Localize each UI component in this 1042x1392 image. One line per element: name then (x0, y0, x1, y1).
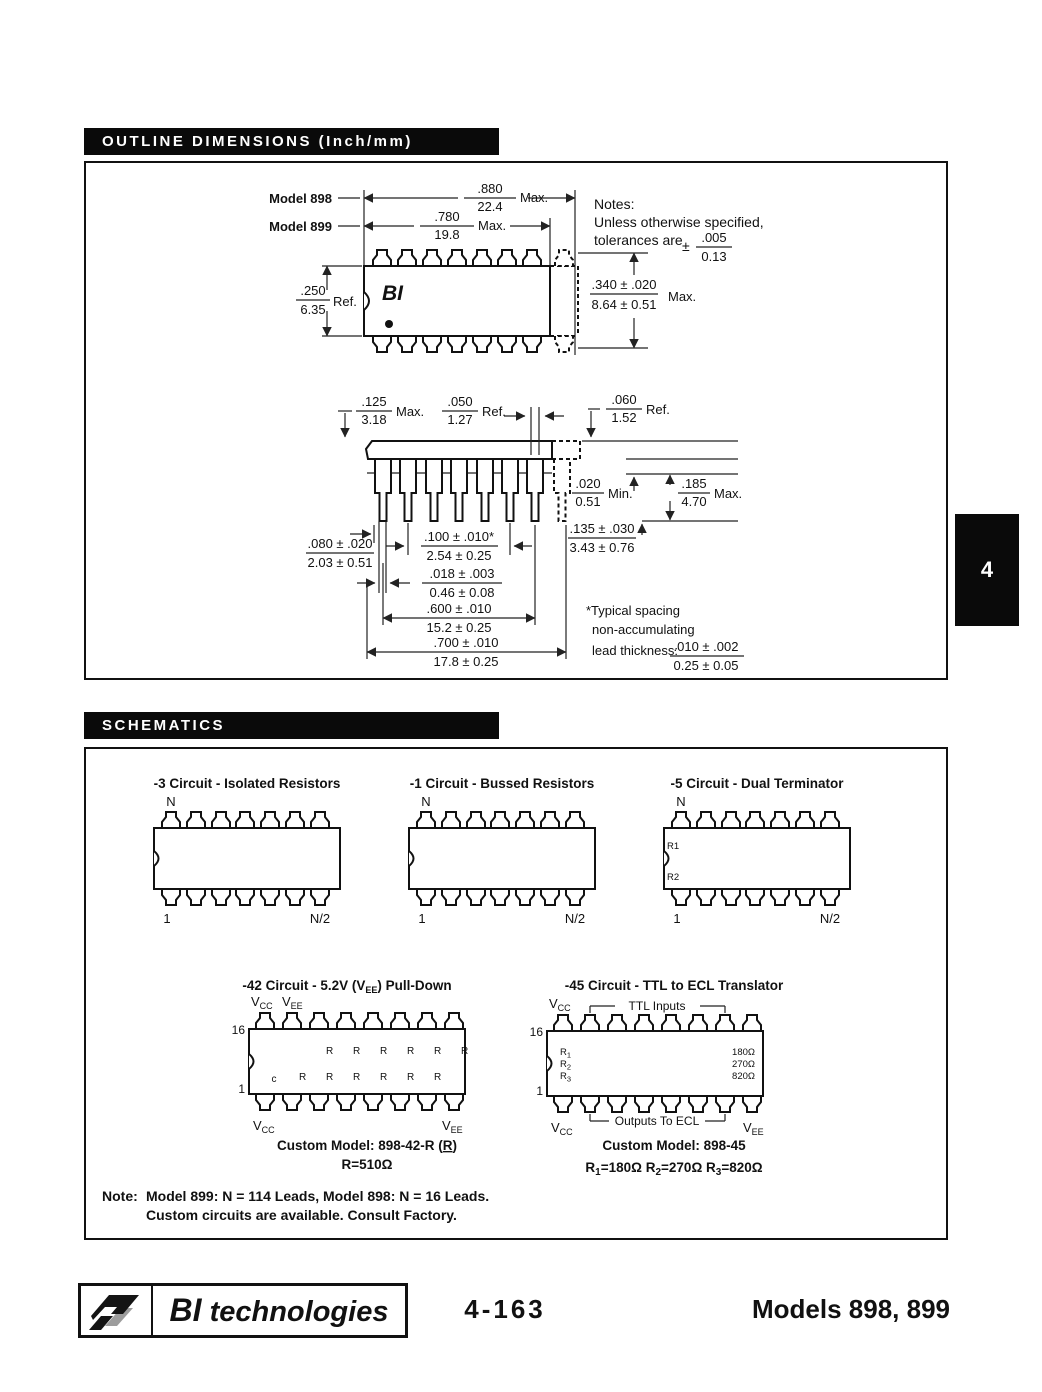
s1-title: -1 Circuit - Bussed Resistors (409, 776, 595, 791)
svg-text:Unless otherwise specified,: Unless otherwise specified, (594, 214, 764, 230)
svg-text:.005: .005 (701, 230, 727, 245)
s45-vcc-bottom: VCC (551, 1120, 573, 1137)
svg-text:R: R (299, 1072, 307, 1083)
footer-logo-box (78, 1283, 408, 1338)
s45-schematic (530, 996, 764, 1178)
s3-label-n2: N/2 (309, 911, 331, 926)
svg-text:17.8 ± 0.25: 17.8 ± 0.25 (433, 654, 499, 669)
svg-text:Max.: Max. (396, 404, 425, 419)
s45-val-180: 180Ω (732, 1047, 755, 1058)
s1-label-n2: N/2 (564, 911, 586, 926)
svg-text:.018 ± .003: .018 ± .003 (429, 566, 495, 581)
svg-text:0.25 ± 0.05: 0.25 ± 0.05 (673, 658, 739, 673)
note-label: Note: (102, 1188, 138, 1204)
svg-text:2.03 ± 0.51: 2.03 ± 0.51 (307, 555, 373, 570)
s45-title: -45 Circuit - TTL to ECL Translator (564, 978, 784, 993)
svg-text:R: R (407, 1046, 415, 1057)
s45-r2-label: $R_2$ (560, 1059, 572, 1072)
s5-label-r2: R2 (667, 872, 680, 883)
svg-text:0.46 ± 0.08: 0.46 ± 0.08 (429, 585, 495, 600)
model-898-label: Model 898 (269, 191, 332, 206)
svg-text:.020: .020 (575, 476, 601, 491)
typical-spacing-note (586, 603, 738, 673)
s45-val-820: 820Ω (732, 1071, 755, 1082)
svg-text:0.51: 0.51 (575, 494, 601, 509)
s5-label-1: 1 (673, 911, 681, 926)
svg-text:Ref.: Ref. (482, 404, 506, 419)
note-line-2: Custom circuits are available. Consult Factory. (146, 1207, 457, 1223)
svg-text:.600 ± .010: .600 ± .010 (426, 601, 492, 616)
s45-pin16: 16 (529, 1025, 543, 1039)
svg-text:22.4: 22.4 (477, 199, 503, 214)
model-899-label: Model 899 (269, 219, 332, 234)
svg-text:R: R (326, 1046, 334, 1057)
s3-title: -3 Circuit - Isolated Resistors (153, 776, 341, 791)
svg-text:19.8: 19.8 (434, 227, 460, 242)
s42-title: -42 Circuit - 5.2V $(V_{EE})$ Pull-Down (242, 978, 452, 995)
svg-text:.100 ± .010*: .100 ± .010* (423, 529, 495, 544)
svg-text:Max.: Max. (714, 486, 743, 501)
tt-arrows-icon (81, 1286, 151, 1336)
svg-text:.080 ± .020: .080 ± .020 (307, 536, 373, 551)
svg-text:Max.: Max. (478, 218, 507, 233)
s42-pin1: 1 (238, 1082, 245, 1096)
svg-text:.060: .060 (611, 392, 637, 407)
svg-text:.135 ± .030: .135 ± .030 (569, 521, 635, 536)
s45-r-values: $R_1=180\Omega$ $R_2=270\Omega$ $R_3=820\Omega$ (585, 1160, 763, 1178)
outline-header-bar (84, 128, 499, 155)
s45-r3-label: $R_3$ (560, 1071, 572, 1084)
note-line-1: Model 899: N = 114 Leads, Model 898: N = 16 Leads. (146, 1188, 490, 1204)
svg-text:±: ± (682, 238, 690, 254)
s42-cap-label: c (271, 1074, 277, 1085)
svg-text:8.64 ± 0.51: 8.64 ± 0.51 (591, 297, 657, 312)
svg-text:.340 ± .020: .340 ± .020 (591, 277, 657, 292)
svg-text:tolerances are: tolerances are (594, 232, 683, 248)
svg-text:R: R (461, 1046, 469, 1057)
s45-pin1: 1 (536, 1084, 543, 1098)
s42-custom-model: Custom Model: 898-42-R (R) (276, 1138, 458, 1153)
svg-text:1.52: 1.52 (611, 410, 637, 425)
section-tab (955, 514, 1019, 626)
s45-val-270: 270Ω (732, 1059, 755, 1070)
svg-text:Notes:: Notes: (594, 196, 635, 212)
svg-text:.880: .880 (477, 181, 503, 196)
footer-models-label: Models 898, 899 (752, 1294, 950, 1324)
section-tab-number: 4 (980, 557, 994, 582)
svg-text:.185: .185 (681, 476, 707, 491)
svg-text:R: R (407, 1072, 415, 1083)
svg-text:6.35: 6.35 (300, 302, 326, 317)
s1-label-n: N (421, 794, 431, 809)
s42-pin16: 16 (231, 1023, 245, 1037)
svg-text:15.2 ± 0.25: 15.2 ± 0.25 (426, 620, 492, 635)
svg-text:R: R (353, 1046, 361, 1057)
schematics-note (102, 1188, 489, 1223)
svg-text:.250: .250 (300, 283, 326, 298)
svg-text:1.27: 1.27 (447, 412, 473, 427)
s5-label-n: N (676, 794, 686, 809)
s3-label-1: 1 (163, 911, 171, 926)
svg-text:*Typical spacing: *Typical spacing (586, 603, 680, 618)
svg-text:Min.: Min. (608, 486, 633, 501)
svg-text:.050: .050 (447, 394, 473, 409)
s1-schematic (409, 794, 595, 926)
svg-text:R: R (434, 1046, 442, 1057)
footer-logo-cell (81, 1286, 153, 1335)
s42-vee-top: VEE (282, 994, 303, 1011)
svg-text:.010 ± .002: .010 ± .002 (673, 639, 739, 654)
s5-label-n2: N/2 (819, 911, 841, 926)
s5-label-r1: R1 (667, 841, 680, 852)
s45-vcc-top: VCC (549, 996, 571, 1013)
svg-text:R: R (326, 1072, 334, 1083)
svg-text:R: R (380, 1072, 388, 1083)
s42-vee-bottom: VEE (442, 1118, 463, 1135)
schematics-drawing (86, 749, 945, 1237)
svg-text:0.13: 0.13 (701, 249, 727, 264)
s45-ttl-label: TTL Inputs (628, 999, 686, 1013)
svg-text:.780: .780 (434, 209, 460, 224)
s45-custom-model: Custom Model: 898-45 (602, 1138, 746, 1153)
svg-text:R: R (434, 1072, 442, 1083)
page-number: 4-163 (464, 1294, 546, 1324)
s1-label-1: 1 (418, 911, 426, 926)
notes-block (594, 196, 764, 264)
svg-text:3.43 ± 0.76: 3.43 ± 0.76 (569, 540, 635, 555)
svg-text:2.54 ± 0.25: 2.54 ± 0.25 (426, 548, 492, 563)
s5-schematic (664, 794, 850, 926)
s3-label-n: N (166, 794, 176, 809)
svg-text:3.18: 3.18 (361, 412, 387, 427)
svg-text:non-accumulating: non-accumulating (592, 622, 695, 637)
s45-ecl-label: Outputs To ECL (614, 1114, 700, 1128)
s42-vcc-top: VCC (251, 994, 273, 1011)
svg-text:Ref.: Ref. (646, 402, 670, 417)
bi-logo-mark: BI (382, 282, 403, 305)
s42-schematic (232, 994, 469, 1172)
outline-header-label: OUTLINE DIMENSIONS (Inch/mm) (102, 133, 413, 150)
svg-text:R: R (353, 1072, 361, 1083)
pin1-dot (385, 320, 393, 328)
s3-schematic (154, 794, 340, 926)
svg-text:.125: .125 (361, 394, 387, 409)
svg-text:Ref.: Ref. (333, 294, 357, 309)
svg-text:Max.: Max. (668, 289, 697, 304)
s45-r1-label: $R_1$ (560, 1047, 572, 1060)
s42-r-value: R=510Ω (341, 1157, 393, 1172)
svg-text:R: R (380, 1046, 388, 1057)
s5-title: -5 Circuit - Dual Terminator (670, 776, 844, 791)
svg-text:4.70: 4.70 (681, 494, 707, 509)
s42-vcc-bottom: VCC (253, 1118, 275, 1135)
s45-vee-bottom: VEE (743, 1120, 764, 1137)
schematics-header-bar (84, 712, 499, 739)
footer-logo-rest: technologies (201, 1296, 389, 1328)
svg-text:.700 ± .010: .700 ± .010 (433, 635, 499, 650)
footer-logo-text (153, 1292, 405, 1329)
outline-drawing (86, 163, 945, 677)
outline-frame (84, 161, 948, 680)
schematics-header-label: SCHEMATICS (102, 717, 226, 734)
footer-logo-bi: BI (169, 1292, 202, 1328)
svg-text:lead thickness:: lead thickness: (592, 643, 678, 658)
schematics-frame (84, 747, 948, 1240)
svg-text:Max.: Max. (520, 190, 549, 205)
dashed-extension (550, 250, 578, 352)
